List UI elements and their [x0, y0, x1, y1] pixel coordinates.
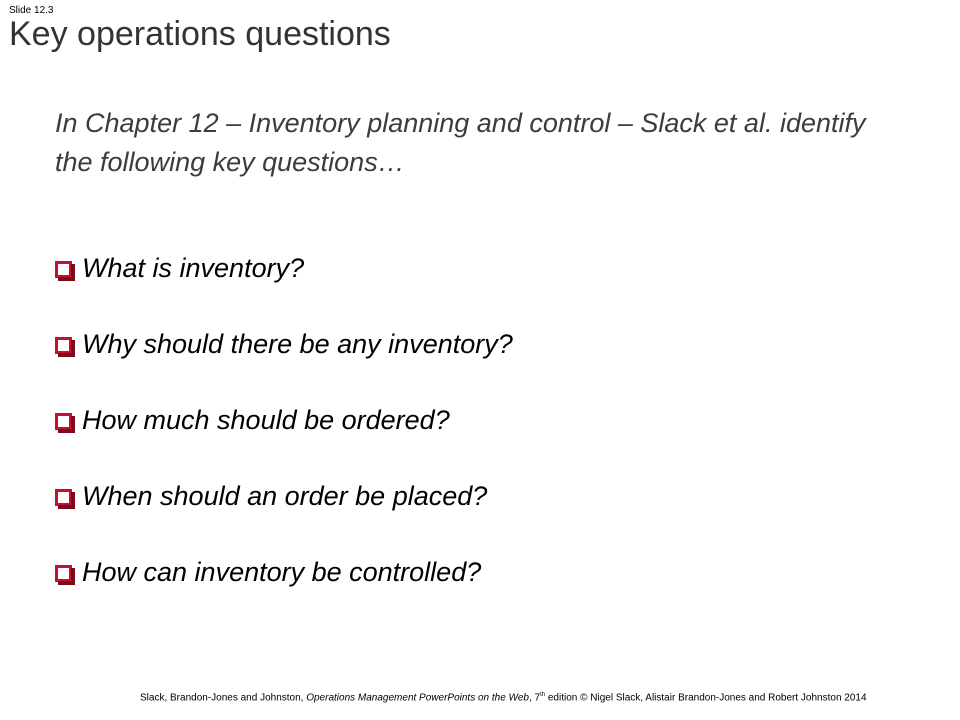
list-item: [55, 400, 513, 440]
question-text: What is inventory?: [82, 252, 305, 283]
footer-credit: [140, 692, 867, 703]
question-list: [55, 248, 513, 628]
checkbox-bullet-icon: [55, 489, 72, 506]
checkbox-bullet-icon: [55, 565, 72, 582]
checkbox-bullet-icon: [55, 261, 72, 278]
checkbox-bullet-icon: [55, 413, 72, 430]
list-item: [55, 476, 513, 516]
footer-edition-suffix: th: [540, 692, 546, 698]
checkbox-bullet-icon: [55, 337, 72, 354]
footer-publication: Operations Management PowerPoints on the Web: [306, 692, 529, 704]
slide-title: Key operations questions: [9, 15, 391, 53]
list-item: [55, 324, 513, 364]
footer-edition-number: , 7: [528, 692, 541, 704]
question-text: When should an order be placed?: [82, 480, 488, 511]
slide-number: Slide 12.3: [9, 5, 54, 16]
intro-text: In Chapter 12 – Inventory planning and control – Slack et al. identify the following key questions…: [55, 108, 866, 177]
list-item: [55, 552, 513, 592]
question-text: How much should be ordered?: [82, 404, 450, 435]
question-text: How can inventory be controlled?: [82, 556, 482, 587]
footer-authors: Slack, Brandon-Jones and Johnston,: [140, 692, 307, 704]
footer-copyright: edition © Nigel Slack, Alistair Brandon-Jones and Robert Johnston 2014: [545, 692, 867, 704]
question-text: Why should there be any inventory?: [82, 328, 513, 359]
list-item: [55, 248, 513, 288]
